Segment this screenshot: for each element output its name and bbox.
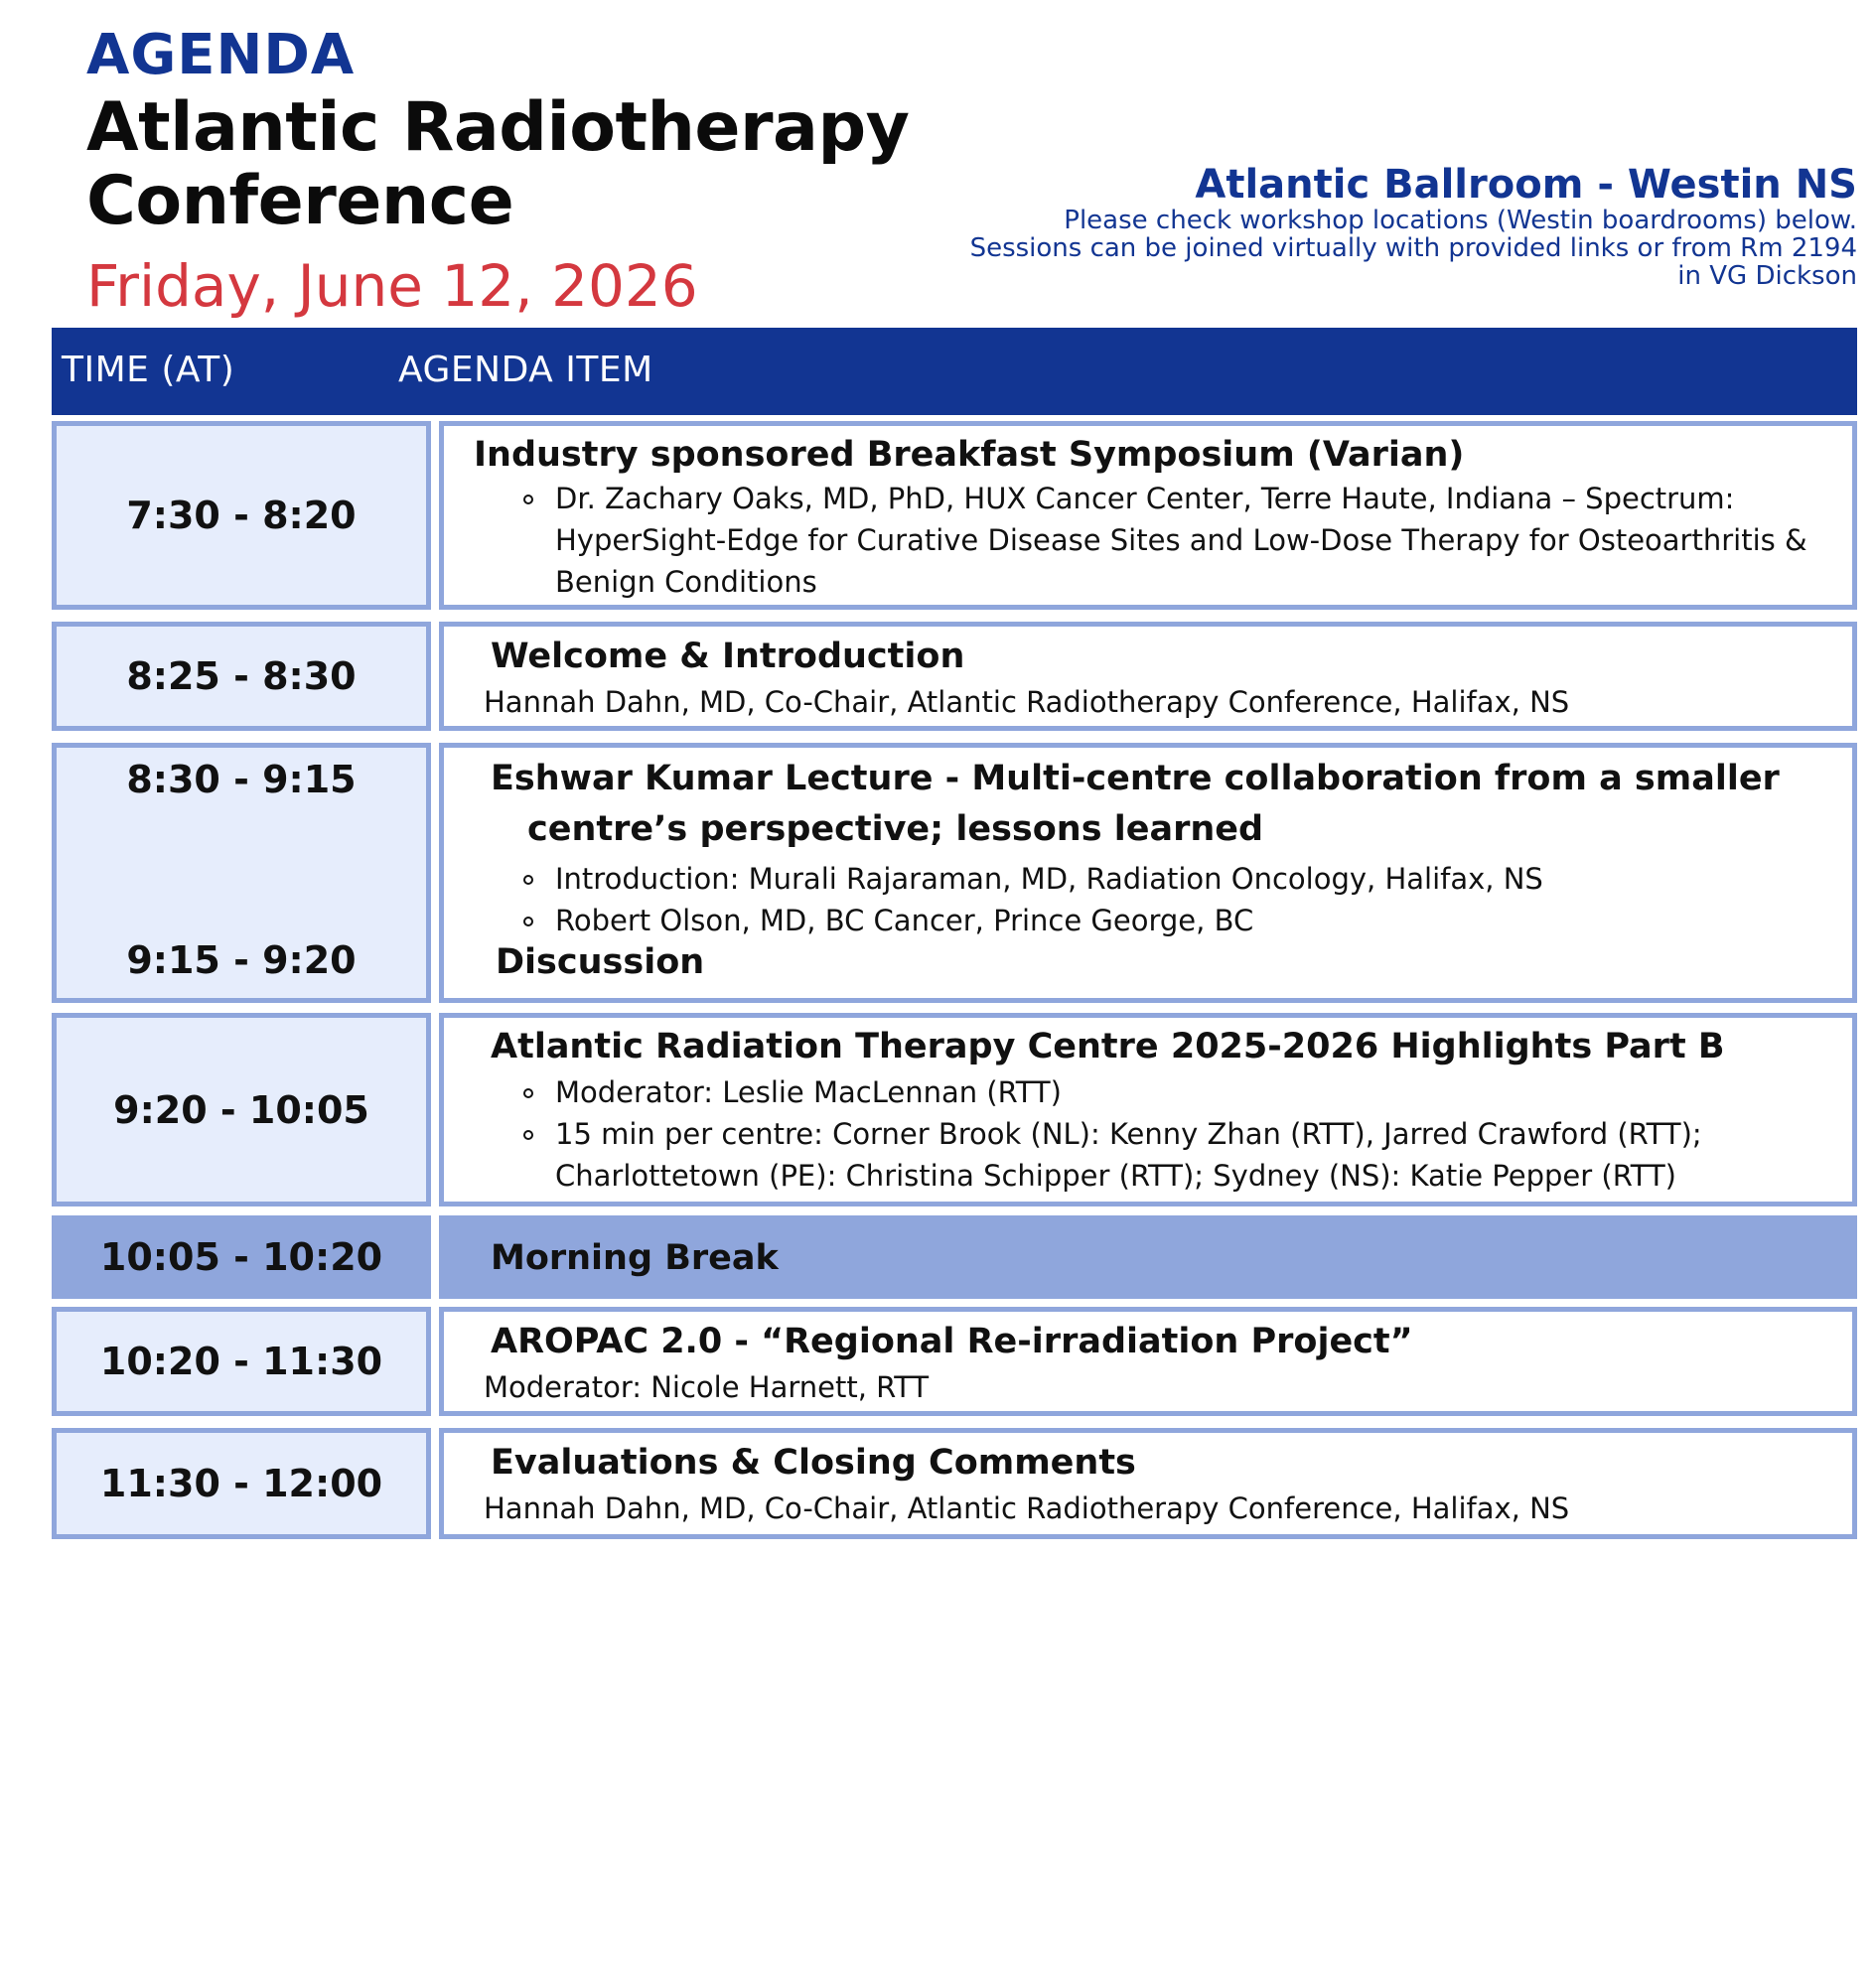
session-bullets <box>555 858 1846 941</box>
bullet-circle-icon <box>523 1088 533 1098</box>
time-cell <box>52 1215 431 1299</box>
session-time: 10:20 - 11:30 <box>99 1340 383 1383</box>
time-cell <box>52 1013 431 1206</box>
session-title-continued: centre’s perspective; lessons learned <box>527 809 1264 849</box>
conference-title: Atlantic Radiotherapy Conference <box>86 88 910 240</box>
session-time: 11:30 - 12:00 <box>99 1462 383 1505</box>
bullet-item <box>555 858 1846 900</box>
agenda-table-header <box>52 328 1857 415</box>
time-cell <box>52 622 431 731</box>
agenda-item-cell <box>439 743 1857 1003</box>
session-title: Atlantic Radiation Therapy Centre 2025-2026 Highlights Part B <box>491 1027 1725 1066</box>
session-time: 8:30 - 9:15 <box>126 758 357 801</box>
agenda-label: AGENDA <box>86 23 356 87</box>
session-title: Evaluations & Closing Comments <box>491 1443 1136 1483</box>
agenda-item-cell <box>439 1215 1857 1299</box>
venue-title: Atlantic Ballroom - Westin NS <box>1195 162 1857 208</box>
session-bullets <box>555 1071 1846 1197</box>
bullet-circle-icon <box>523 495 533 504</box>
session-time: 9:20 - 10:05 <box>113 1087 369 1132</box>
session-presenter: Hannah Dahn, MD, Co-Chair, Atlantic Radiotherapy Conference, Halifax, NS <box>484 1491 1570 1525</box>
session-time: 8:25 - 8:30 <box>126 654 357 698</box>
agenda-item-cell <box>439 1307 1857 1416</box>
bullet-circle-icon <box>523 875 533 885</box>
session-presenter: Hannah Dahn, MD, Co-Chair, Atlantic Radiotherapy Conference, Halifax, NS <box>484 685 1570 719</box>
bullet-text: Introduction: Murali Rajaraman, MD, Radiation Oncology, Halifax, NS <box>555 862 1543 896</box>
column-header-time: TIME (AT) <box>62 350 235 390</box>
session-time: 7:30 - 8:20 <box>126 494 357 537</box>
session-title: Industry sponsored Breakfast Symposium (Varian) <box>474 435 1465 475</box>
time-cell <box>52 1428 431 1539</box>
time-cell <box>52 743 431 1003</box>
agenda-item-cell <box>439 622 1857 731</box>
bullet-item <box>555 900 1846 941</box>
bullet-circle-icon <box>523 1130 533 1140</box>
bullet-item <box>555 478 1846 603</box>
discussion-title: Discussion <box>496 942 705 982</box>
time-cell <box>52 1307 431 1416</box>
session-title: AROPAC 2.0 - “Regional Re-irradiation Project” <box>491 1322 1413 1361</box>
session-title: Welcome & Introduction <box>491 637 965 676</box>
agenda-item-cell <box>439 1013 1857 1206</box>
conference-date: Friday, June 12, 2026 <box>86 252 698 320</box>
session-title: Morning Break <box>491 1238 779 1278</box>
time-cell <box>52 421 431 610</box>
bullet-text: 15 min per centre: Corner Brook (NL): Kenny Zhan (RTT), Jarred Crawford (RTT); Charlottetown (PE): Christina Schipper (RTT); Sydney (NS): Katie Pepper (RTT) <box>555 1117 1702 1193</box>
bullet-circle-icon <box>523 917 533 926</box>
session-time: 10:05 - 10:20 <box>99 1235 383 1279</box>
bullet-text: Dr. Zachary Oaks, MD, PhD, HUX Cancer Center, Terre Haute, Indiana – Spectrum: HyperSight-Edge for Curative Disease Sites and Low-Dose Therapy for Osteoarthritis & Benign Conditions <box>555 482 1807 599</box>
discussion-time: 9:15 - 9:20 <box>126 938 357 982</box>
bullet-text: Robert Olson, MD, BC Cancer, Prince George, BC <box>555 904 1254 937</box>
agenda-item-cell <box>439 421 1857 610</box>
venue-note: Please check workshop locations (Westin boardrooms) below. Sessions can be joined virtually with provided links or from Rm 2194 in VG Dickson <box>969 206 1857 291</box>
session-bullets <box>555 478 1846 603</box>
agenda-item-cell <box>439 1428 1857 1539</box>
bullet-item <box>555 1113 1846 1197</box>
bullet-text: Moderator: Leslie MacLennan (RTT) <box>555 1075 1062 1109</box>
column-header-item: AGENDA ITEM <box>398 350 653 390</box>
bullet-item <box>555 1071 1846 1113</box>
session-moderator: Moderator: Nicole Harnett, RTT <box>484 1370 930 1404</box>
session-title: Eshwar Kumar Lecture - Multi-centre collaboration from a smaller <box>491 759 1780 798</box>
